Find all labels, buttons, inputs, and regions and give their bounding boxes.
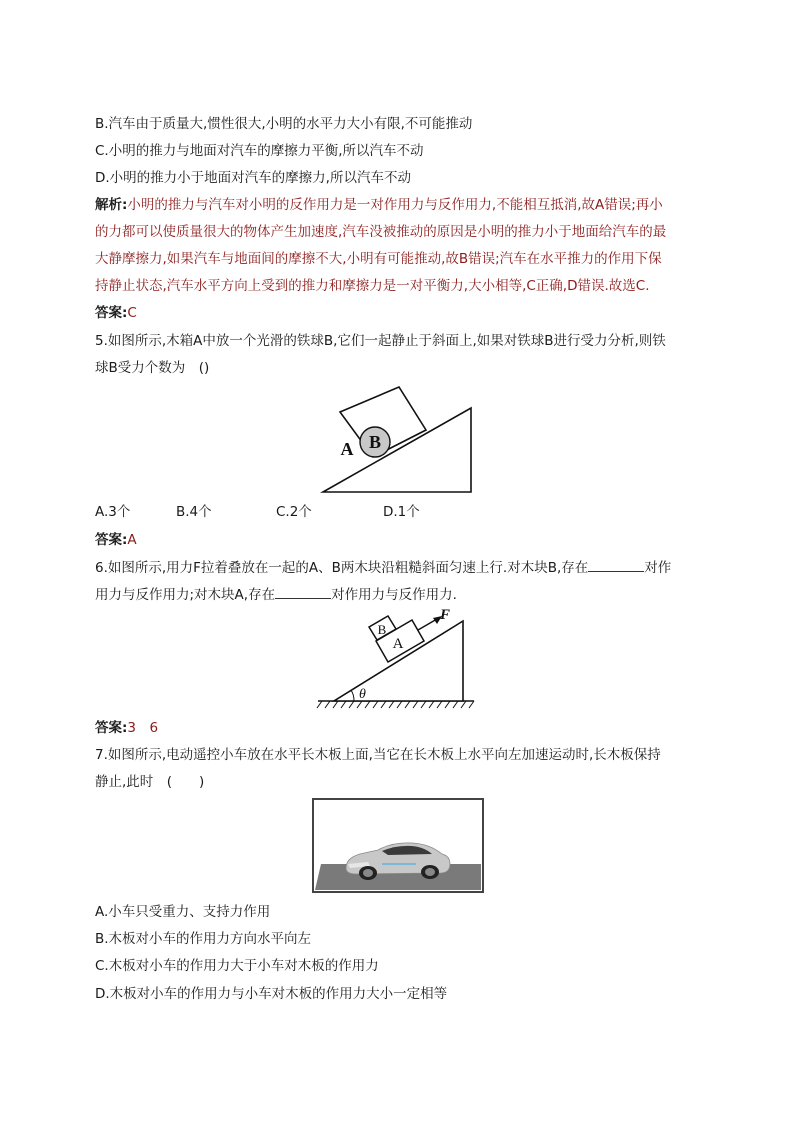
label-theta: θ <box>359 687 366 702</box>
q7-option-c: C.木板对小车的作用力大于小车对木板的作用力 <box>95 958 379 974</box>
q4-option-b: B.汽车由于质量大,惯性很大,小明的水平力大小有限,不可能推动 <box>95 116 473 132</box>
label-b: B <box>377 622 387 637</box>
answer-blank[interactable] <box>275 584 331 599</box>
answer-label: 答案: <box>95 720 128 736</box>
q4-answer <box>95 303 137 323</box>
q5-stem-line-2: 球B受力个数为 () <box>95 360 210 376</box>
q7-stem-line-1: 7.如图所示,电动遥控小车放在水平长木板上面,当它在长木板上水平向左加速运动时,长木板保持 <box>95 747 661 763</box>
q4-analysis-line-3: 大静摩擦力,如果汽车与地面间的摩擦不大,小明有可能推动,故B错误;汽车在水平推力的作用下保 <box>95 251 662 267</box>
q7-option-a: A.小车只受重力、支持力作用 <box>95 904 271 920</box>
q6-stem-text-2: 对作 <box>644 560 672 576</box>
q6-stem-text-3: 用力与反作用力;对木块A,存在 <box>95 587 276 603</box>
q6-stem-text-1: 6.如图所示,用力F拉着叠放在一起的A、B两木块沿粗糙斜面匀速上行.对木块B,存在 <box>95 560 589 576</box>
q7-option-b: B.木板对小车的作用力方向水平向左 <box>95 931 312 947</box>
answer-label: 答案: <box>95 532 128 548</box>
force-arrow <box>418 619 437 630</box>
q5-stem-line-1: 5.如图所示,木箱A中放一个光滑的铁球B,它们一起静止于斜面上,如果对铁球B进行受力分析,则铁 <box>95 333 666 349</box>
analysis-text-1: 小明的推力与汽车对小明的反作用力是一对作用力与反作用力,不能相互抵消,故A错误;再小 <box>127 197 663 213</box>
q7-option-d: D.木板对小车的作用力与小车对木板的作用力大小一定相等 <box>95 986 448 1002</box>
label-a: A <box>340 439 354 459</box>
label-b: B <box>368 432 382 452</box>
q4-option-c: C.小明的推力与地面对汽车的摩擦力平衡,所以汽车不动 <box>95 143 424 159</box>
q4-analysis-line-4: 持静止状态,汽车水平方向上受到的推力和摩擦力是一对平衡力,大小相等,C正确,D错误.故选C. <box>95 278 650 294</box>
q5-figure <box>315 384 480 496</box>
q5-option-b: B.4个 <box>176 504 212 520</box>
q5-answer <box>95 530 137 550</box>
q4-option-d: D.小明的推力小于地面对汽车的摩擦力,所以汽车不动 <box>95 170 411 186</box>
answer-value: C <box>127 305 137 321</box>
q4-analysis-line-1 <box>95 195 663 215</box>
answer-blank[interactable] <box>588 557 644 572</box>
q7-figure <box>312 798 484 893</box>
label-a: A <box>392 636 404 652</box>
q5-option-c: C.2个 <box>276 504 312 520</box>
q4-analysis-line-2: 的力都可以使质量很大的物体产生加速度,汽车没被推动的原因是小明的推力小于地面给汽车的最 <box>95 224 667 240</box>
q7-stem-line-2: 静止,此时 ( ) <box>95 774 205 790</box>
q6-stem-line-1 <box>95 557 671 578</box>
analysis-label: 解析: <box>95 197 128 213</box>
ground-hatching <box>317 701 474 708</box>
q5-option-a: A.3个 <box>95 504 131 520</box>
answer-value: A <box>127 532 137 548</box>
answer-label: 答案: <box>95 305 128 321</box>
q6-stem-line-2 <box>95 584 457 605</box>
q6-answer <box>95 718 158 738</box>
q5-option-d: D.1个 <box>383 504 420 520</box>
answer-value: 3 6 <box>127 720 159 736</box>
label-f: F <box>440 607 451 623</box>
q6-stem-text-4: 对作用力与反作用力. <box>331 587 457 603</box>
q6-figure <box>316 607 476 712</box>
